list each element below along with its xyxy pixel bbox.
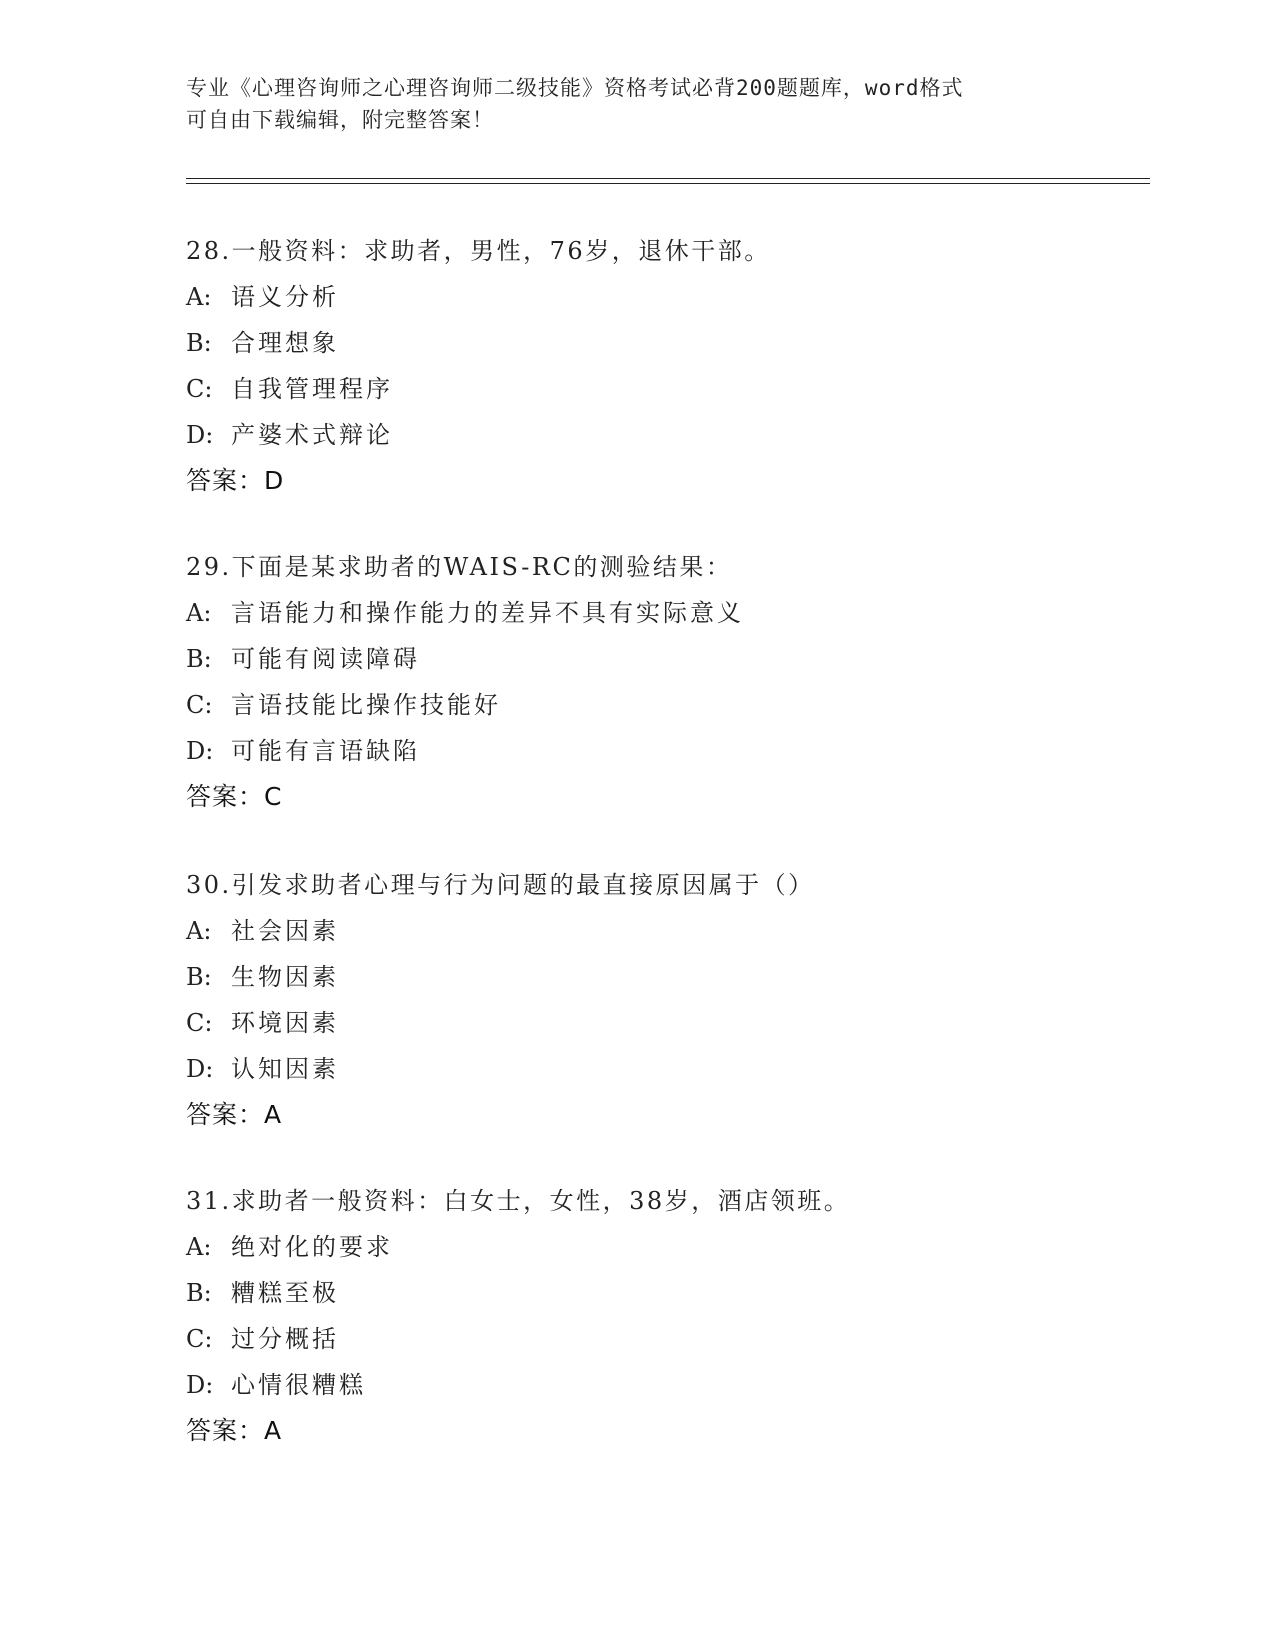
option-text: 糟糕至极 (231, 1279, 339, 1307)
option-c (186, 366, 1146, 412)
option-d (186, 1046, 1146, 1092)
option-b (186, 320, 1146, 366)
option-letter: C: (186, 375, 213, 403)
option-letter: C: (186, 1009, 213, 1037)
option-text: 环境因素 (231, 1009, 339, 1037)
option-text: 言语技能比操作技能好 (231, 691, 501, 719)
question-stem: 28.一般资料：求助者，男性，76岁，退休干部。 (186, 237, 771, 265)
option-text: 产婆术式辩论 (231, 421, 393, 449)
option-text: 认知因素 (231, 1055, 339, 1083)
header-line-2: 可自由下载编辑，附完整答案！ (186, 108, 494, 132)
question-28 (186, 228, 1146, 504)
question-29 (186, 544, 1146, 820)
option-text: 可能有阅读障碍 (231, 645, 420, 673)
option-c (186, 682, 1146, 728)
option-text: 合理想象 (231, 329, 339, 357)
option-a (186, 908, 1146, 954)
option-letter: B: (186, 1279, 212, 1307)
option-letter: B: (186, 645, 212, 673)
option-letter: C: (186, 1325, 213, 1353)
option-letter: D: (186, 737, 214, 765)
question-31 (186, 1178, 1146, 1454)
option-letter: C: (186, 691, 213, 719)
option-text: 绝对化的要求 (231, 1233, 393, 1261)
option-letter: A: (186, 1233, 212, 1261)
header-line-1: 专业《心理咨询师之心理咨询师二级技能》资格考试必背200题题库，word格式 (186, 76, 964, 100)
option-letter: B: (186, 963, 212, 991)
answer-label: 答案：C (186, 782, 283, 811)
option-d (186, 412, 1146, 458)
document-header (186, 72, 1086, 136)
option-b (186, 954, 1146, 1000)
answer-label: 答案：D (186, 466, 285, 495)
option-a (186, 590, 1146, 636)
option-c (186, 1316, 1146, 1362)
option-text: 言语能力和操作能力的差异不具有实际意义 (231, 599, 744, 627)
answer-label: 答案：A (186, 1100, 283, 1129)
option-letter: A: (186, 917, 212, 945)
option-c (186, 1000, 1146, 1046)
option-a (186, 274, 1146, 320)
header-divider-bottom (186, 183, 1150, 184)
option-text: 社会因素 (231, 917, 339, 945)
question-stem: 29.下面是某求助者的WAIS-RC的测验结果： (186, 553, 733, 581)
option-a (186, 1224, 1146, 1270)
option-d (186, 728, 1146, 774)
option-d (186, 1362, 1146, 1408)
option-letter: B: (186, 329, 212, 357)
option-b (186, 636, 1146, 682)
option-text: 语义分析 (231, 283, 339, 311)
option-letter: D: (186, 421, 214, 449)
question-stem: 30.引发求助者心理与行为问题的最直接原因属于（） (186, 871, 815, 899)
option-letter: A: (186, 283, 212, 311)
question-stem: 31.求助者一般资料：白女士，女性，38岁，酒店领班。 (186, 1187, 851, 1215)
option-letter: D: (186, 1055, 214, 1083)
header-divider-top (186, 178, 1150, 179)
option-text: 自我管理程序 (231, 375, 393, 403)
option-text: 心情很糟糕 (231, 1371, 366, 1399)
question-30 (186, 862, 1146, 1138)
option-b (186, 1270, 1146, 1316)
option-letter: A: (186, 599, 212, 627)
option-text: 过分概括 (231, 1325, 339, 1353)
option-text: 可能有言语缺陷 (231, 737, 420, 765)
option-text: 生物因素 (231, 963, 339, 991)
answer-label: 答案：A (186, 1416, 283, 1445)
option-letter: D: (186, 1371, 214, 1399)
